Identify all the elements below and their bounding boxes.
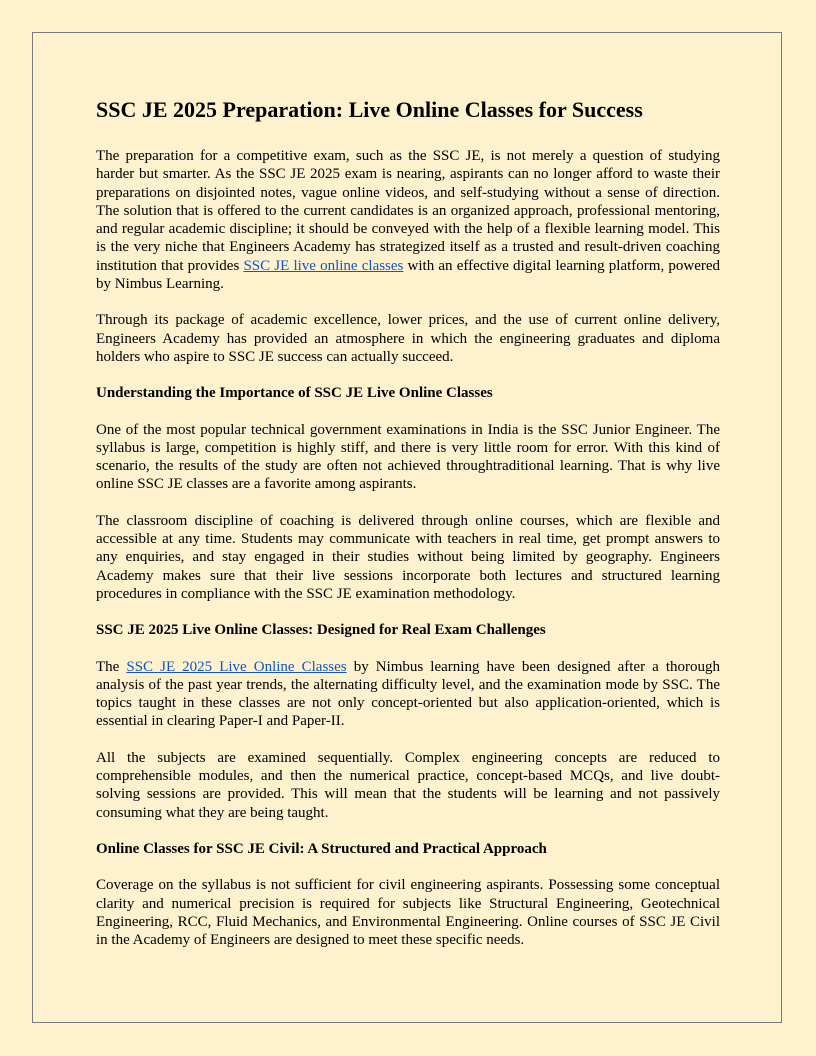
nimbus-text-start: The [96, 658, 127, 675]
paragraph-classroom-discipline: The classroom discipline of coaching is delivered through online courses, which are flexible and accessible at any time. Students may communicate with teachers in real time, get prompt answers to any enquiries, and stay engaged in their studies without being limited by geography. Engineers Academy makes sure that their live sessions incorporate both lectures and structured learning procedures in compliance with the SSC JE examination methodology. [96, 512, 720, 602]
intro-text-end: with an effective digital learning platform, powered by Nimbus Learning. [96, 257, 721, 293]
intro-text-start: The preparation for a competitive exam, such as the SSC JE, is not merely a question of studying harder but smarter. As the SSC JE 2025 exam is nearing, aspirants can no longer afford to waste their preparations on disjointed notes, vague online videos, and self-studying without a sense of direction. The solution that is offered to the current candidates is an organized approach, professional mentoring, and regular academic discipline; it should be conveyed with the help of a flexible learning model. This is the very niche that Engineers Academy has strategized itself as a trusted and result-driven coaching institution that provides [96, 148, 720, 274]
heading-importance: Understanding the Importance of SSC JE Live Online Classes [96, 385, 493, 402]
intro-paragraph [96, 147, 720, 293]
nimbus-text-end: by Nimbus learning have been designed after a thorough analysis of the past year trends, the alternating difficulty level, and the examination mode by SSC. The topics taught in these classes are not only concept-oriented but also application-oriented, which is essential in clearing Paper-I and Paper-II. [96, 658, 720, 730]
paragraph-nimbus-classes [96, 658, 720, 731]
paragraph-subjects: All the subjects are examined sequentially. Complex engineering concepts are reduced to comprehensible modules, and then the numerical practice, concept-based MCQs, and live doubt-solving sessions are provided. This will mean that the students will be learning and not passively consuming what they are being taught. [96, 749, 720, 821]
paragraph-civil: Coverage on the syllabus is not sufficient for civil engineering aspirants. Possessing some conceptual clarity and numerical precision is required for subjects like Structural Engineering, Geotechnical Engineering, RCC, Fluid Mechanics, and Environmental Engineering. Online courses of SSC JE Civil in the Academy of Engineers are designed to meet these specific needs. [96, 877, 720, 949]
document-body [96, 96, 720, 967]
ssc-je-live-classes-link[interactable]: SSC JE live online classes [243, 257, 404, 274]
paragraph-popular-exam: One of the most popular technical government examinations in India is the SSC Junior Engineer. The syllabus is large, competition is highly stiff, and there is very little room for error. With this kind of scenario, the results of the study are often not achieved throughtraditional learning. That is why live online SSC JE classes are a favorite among aspirants. [96, 421, 720, 493]
page-title: SSC JE 2025 Preparation: Live Online Classes for Success [96, 97, 643, 122]
heading-designed: SSC JE 2025 Live Online Classes: Designed for Real Exam Challenges [96, 622, 546, 639]
heading-civil: Online Classes for SSC JE Civil: A Structured and Practical Approach [96, 840, 547, 857]
ssc-je-2025-classes-link[interactable]: SSC JE 2025 Live Online Classes [126, 658, 347, 675]
paragraph-academic-excellence: Through its package of academic excellence, lower prices, and the use of current online delivery, Engineers Academy has provided an atmosphere in which the engineering graduates and diploma holders who aspire to SSC JE success can actually succeed. [96, 312, 720, 365]
